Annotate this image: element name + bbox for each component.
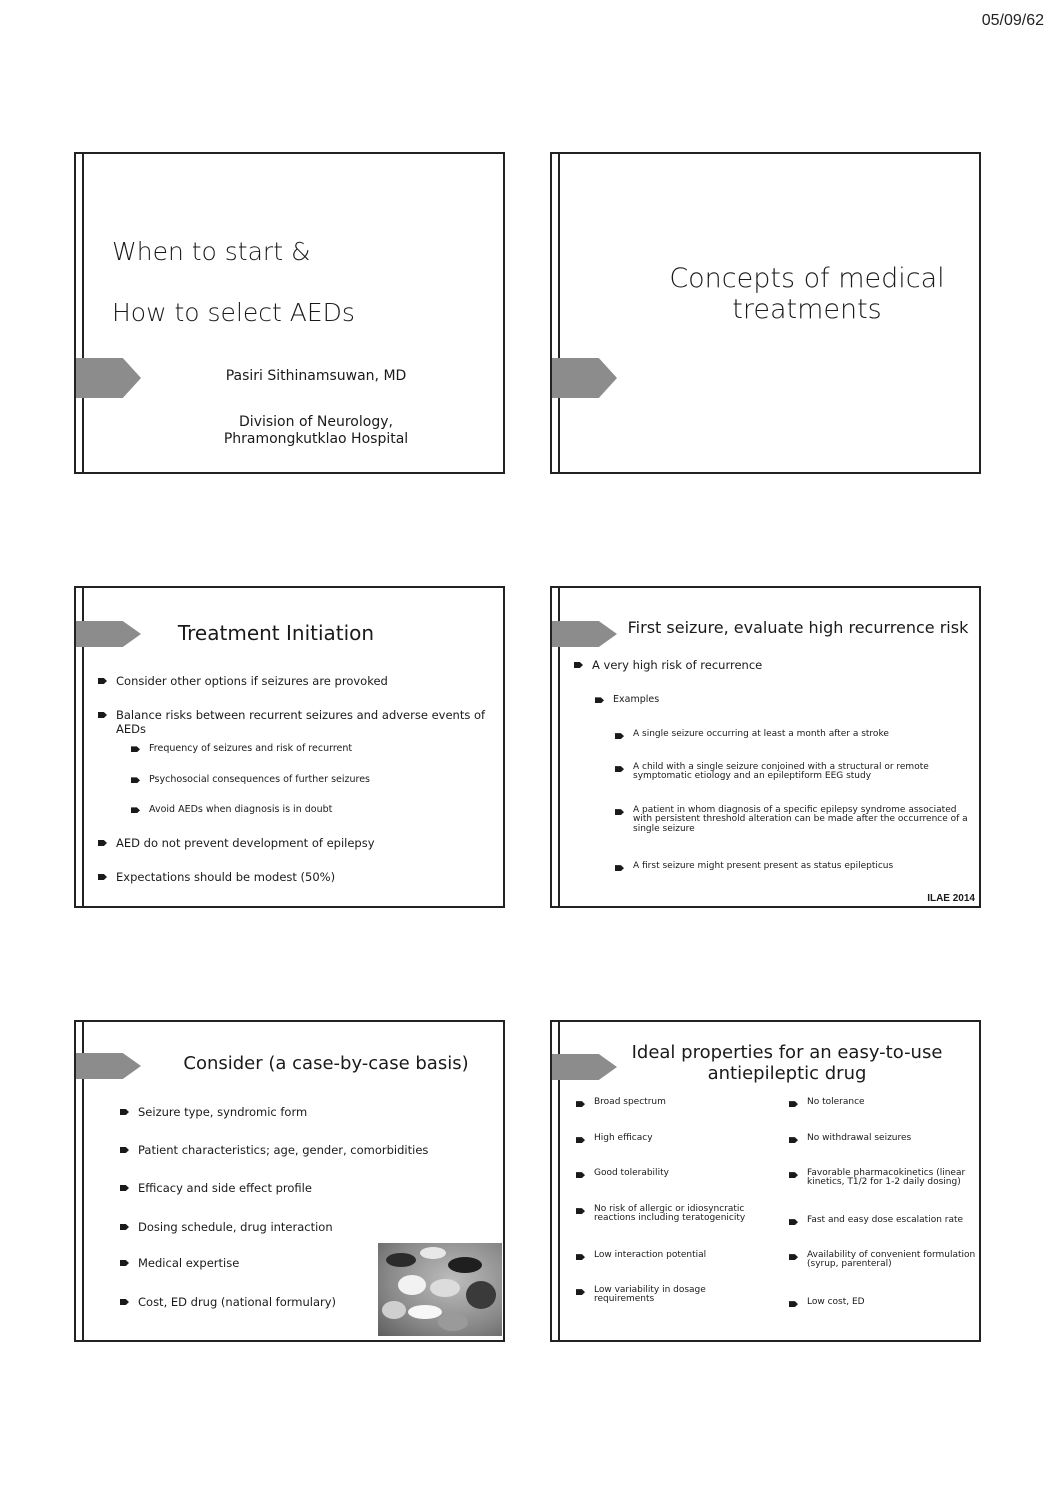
slide-5-title: Consider (a case-by-case basis): [183, 1053, 469, 1074]
slide-4: [550, 586, 981, 908]
list-item: AED do not prevent development of epilepsy: [98, 836, 503, 850]
slide-arrow-icon: [552, 1054, 617, 1080]
slide-6-title-line1: Ideal properties for an easy-to-use: [631, 1042, 943, 1063]
list-item: A single seizure occurring at least a month after a stroke: [615, 730, 977, 739]
slide-4-citation: ILAE 2014: [927, 893, 975, 904]
list-item: Examples: [595, 694, 975, 705]
page-date: 05/09/62: [981, 12, 1044, 29]
list-item: No tolerance: [789, 1098, 979, 1107]
list-item: Balance risks between recurrent seizures and adverse events of AEDs: [98, 708, 503, 736]
slide-1: [74, 152, 505, 474]
list-item: Frequency of seizures and risk of recurrent: [131, 743, 491, 754]
slide-3-title: Treatment Initiation: [177, 621, 375, 645]
slide-1-author: Pasiri Sithinamsuwan, MD: [225, 368, 407, 384]
slide-4-title: First seizure, evaluate high recurrence risk: [627, 618, 969, 637]
list-item: Seizure type, syndromic form: [120, 1105, 500, 1119]
list-item: Broad spectrum: [576, 1098, 762, 1107]
list-item: Medical expertise: [120, 1256, 350, 1270]
list-item: Low cost, ED: [789, 1298, 979, 1307]
list-item: Low interaction potential: [576, 1251, 762, 1260]
slide-1-affiliation-line1: Division of Neurology,: [239, 414, 393, 430]
list-item: Consider other options if seizures are provoked: [98, 674, 503, 688]
slide-2: [550, 152, 981, 474]
slide-3: [74, 586, 505, 908]
list-item: A child with a single seizure conjoined with a structural or remote symptomatic etiology and an epileptiform EEG study: [615, 763, 977, 782]
slide-arrow-icon: [76, 358, 141, 398]
list-item: Efficacy and side effect profile: [120, 1181, 500, 1195]
slide-1-title-line2: How to select AEDs: [112, 298, 355, 327]
list-item: Availability of convenient formulation (syrup, parenteral): [789, 1251, 979, 1270]
slide-arrow-icon: [552, 621, 617, 647]
pills-photo: [378, 1243, 502, 1336]
list-item: Avoid AEDs when diagnosis is in doubt: [131, 804, 491, 815]
list-item: A first seizure might present present as status epilepticus: [615, 862, 977, 871]
list-item: Expectations should be modest (50%): [98, 870, 503, 884]
list-item: Favorable pharmacokinetics (linear kinetics, T1/2 for 1-2 daily dosing): [789, 1169, 979, 1188]
slide-accent-bar: [82, 154, 84, 472]
list-item: Psychosocial consequences of further seizures: [131, 774, 491, 785]
slide-5: [74, 1020, 505, 1342]
list-item: Cost, ED drug (national formulary): [120, 1295, 360, 1309]
slide-2-title-line1: Concepts of medical: [669, 263, 945, 294]
list-item: Patient characteristics; age, gender, comorbidities: [120, 1143, 500, 1157]
list-item: A patient in whom diagnosis of a specific epilepsy syndrome associated with persistent threshold alteration can be made after the occurrence of a single seizure: [615, 806, 977, 834]
list-item: Fast and easy dose escalation rate: [789, 1216, 979, 1225]
slide-arrow-icon: [76, 1053, 141, 1079]
list-item: Good tolerability: [576, 1169, 762, 1178]
slide-arrow-icon: [76, 621, 141, 647]
list-item: A very high risk of recurrence: [574, 658, 974, 672]
list-item: High efficacy: [576, 1134, 762, 1143]
slide-accent-bar: [558, 154, 560, 472]
list-item: No withdrawal seizures: [789, 1134, 979, 1143]
list-item: No risk of allergic or idiosyncratic reactions including teratogenicity: [576, 1205, 762, 1224]
slide-2-title-line2: treatments: [732, 294, 882, 325]
slide-arrow-icon: [552, 358, 617, 398]
slide-6-title-line2: antiepileptic drug: [707, 1063, 867, 1084]
list-item: Dosing schedule, drug interaction: [120, 1220, 500, 1234]
slide-1-affiliation-line2: Phramongkutklao Hospital: [223, 431, 409, 447]
slide-6: [550, 1020, 981, 1342]
list-item: Low variability in dosage requirements: [576, 1286, 762, 1305]
slide-1-title-line1: When to start &: [112, 237, 311, 266]
